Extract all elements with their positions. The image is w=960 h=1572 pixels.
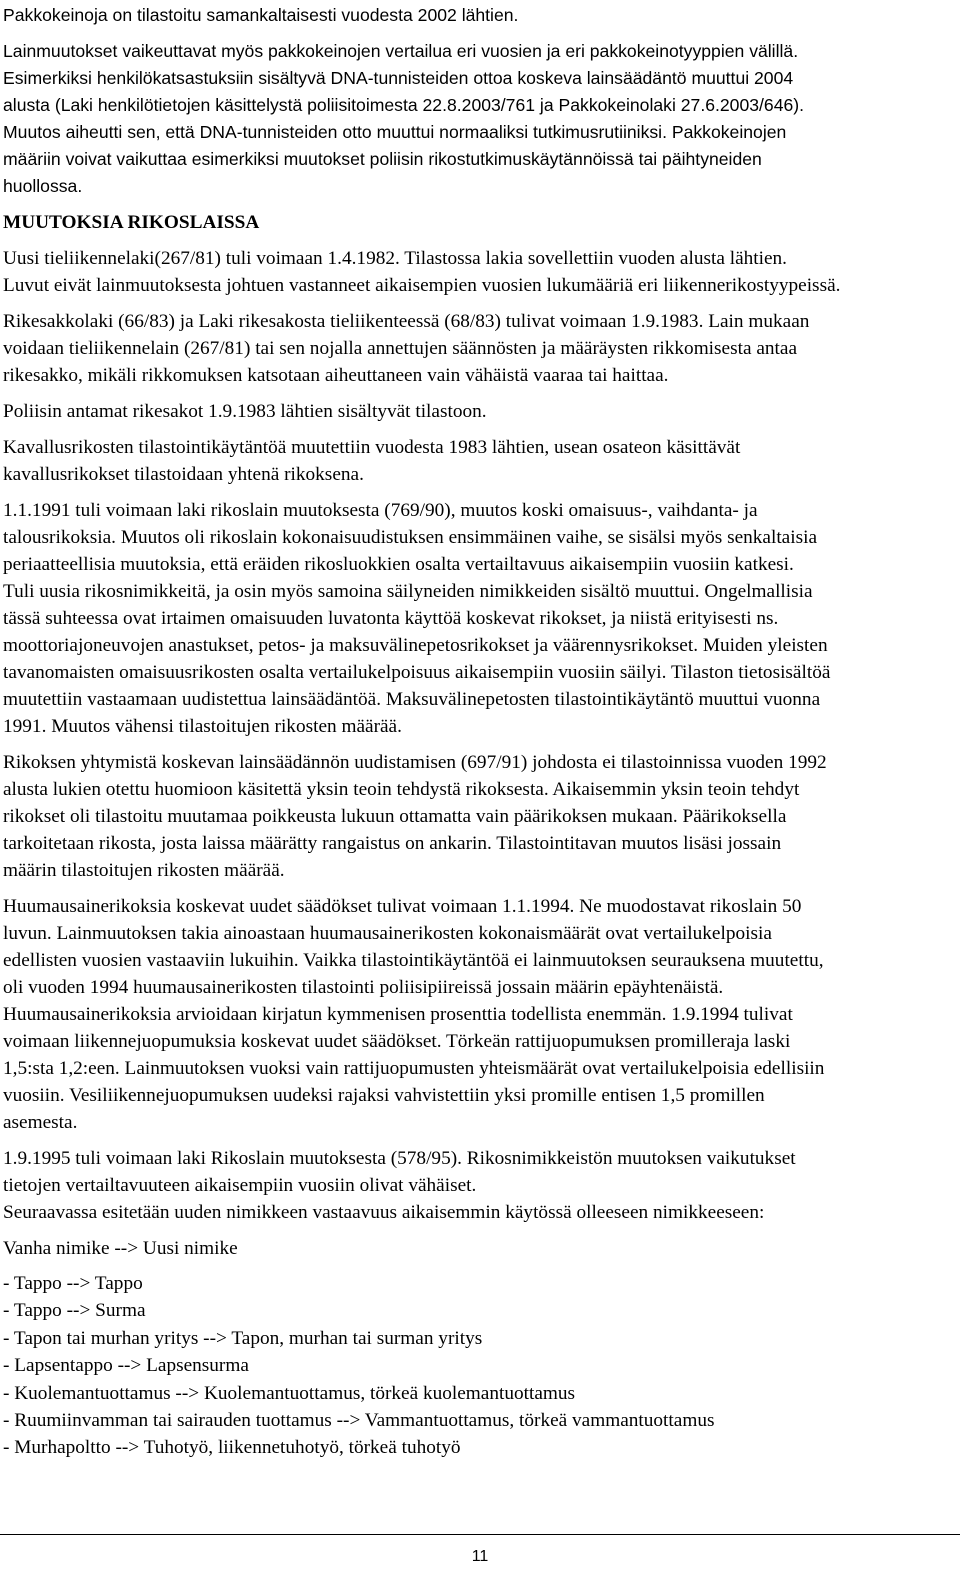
- text-line: voimaan liikennejuopumuksia koskevat uudet säädökset. Törkeän rattijuopumuksen promilleraja laski: [3, 1031, 791, 1052]
- paragraph-huumausainerikokset: [3, 893, 958, 1136]
- text-line: Luvut eivät lainmuutoksesta johtuen vastanneet aikaisempien vuosien lukumääriä eri liikennerikostyypeissä.: [3, 275, 841, 296]
- section-heading: MUUTOKSIA RIKOSLAISSA: [3, 212, 260, 233]
- text-line: luvun. Lainmuutoksen takia ainoastaan huumausainerikosten kokonaismäärät ovat vertailukelpoisia: [3, 923, 772, 944]
- paragraph-rikesakkolaki: [3, 308, 958, 389]
- text-line: rikokset oli tilastoitu muutamaa poikkeusta lukuun ottamatta vain päärikoksen mukaan. Päärikoksella: [3, 806, 787, 827]
- paragraph-tieliikennelaki: [3, 245, 958, 299]
- text-line: asemesta.: [3, 1112, 78, 1133]
- text-line: alusta lukien otettu huomioon käsitettä yksin teoin tehdystä rikoksesta. Aikaisemmin yksin teoin tehdyt: [3, 779, 800, 800]
- paragraph-lainmuutokset: [3, 38, 958, 200]
- text-line: 1991. Muutos vähensi tilastoitujen rikosten määrää.: [3, 716, 402, 737]
- list-item: - Tappo --> Surma: [3, 1300, 146, 1322]
- text-line: tietojen vertailtavuuteen aikaisempiin vuosiin olivat vähäiset.: [3, 1175, 477, 1196]
- text-line: Huumausainerikoksia koskevat uudet säädökset tulivat voimaan 1.1.1994. Ne muodostavat rikoslain 50: [3, 896, 802, 917]
- paragraph-kavallusrikokset: [3, 434, 958, 488]
- text-line: 1.9.1995 tuli voimaan laki Rikoslain muutoksesta (578/95). Rikosnimikkeistön muutoksen vaikutukset: [3, 1148, 796, 1169]
- paragraph-rikoslain-muutos-1991: [3, 497, 958, 740]
- text-line: 1.1.1991 tuli voimaan laki rikoslain muutoksesta (769/90), muutos koski omaisuus-, vaihdanta- ja: [3, 500, 758, 521]
- page-number: 11: [471, 1548, 489, 1565]
- text-line: alusta (Laki henkilötietojen käsittelystä poliisitoimesta 22.8.2003/761 ja Pakkokeinolaki 27.6.2003/646).: [3, 95, 805, 115]
- list-item: - Lapsentappo --> Lapsensurma: [3, 1355, 249, 1377]
- text-line: Rikoksen yhtymistä koskevan lainsäädännön uudistamisen (697/91) johdosta ei tilastoinnissa vuoden 1992: [3, 752, 827, 773]
- paragraph-rikoksen-yhtyminen: [3, 749, 958, 884]
- text-line: Esimerkiksi henkilökatsastuksiin sisältyvä DNA-tunnisteiden ottoa koskeva lainsäädäntö muuttui 2004: [3, 68, 794, 88]
- text-line: Tuli uusia rikosnimikkeitä, ja osin myös samoina säilyneiden nimikkeiden sisältö muuttui. Ongelmallisia: [3, 581, 813, 602]
- text-line: Kavallusrikosten tilastointikäytäntöä muutettiin vuodesta 1983 lähtien, usean osateon käsittävät: [3, 437, 741, 458]
- text-line: määriin voivat vaikuttaa esimerkiksi muutokset poliisin rikostutkimuskäytännöissä tai päihtyneiden: [3, 149, 762, 169]
- text-line: huollossa.: [3, 176, 83, 196]
- footer-divider: [0, 1534, 960, 1535]
- list-item: - Kuolemantuottamus --> Kuolemantuottamus, törkeä kuolemantuottamus: [3, 1382, 576, 1404]
- list-item: - Murhapoltto --> Tuhotyö, liikennetuhotyö, törkeä tuhotyö: [3, 1437, 461, 1459]
- mapping-list: [3, 1270, 958, 1462]
- paragraph-intro: Pakkokeinoja on tilastoitu samankaltaisesti vuodesta 2002 lähtien.: [3, 5, 519, 25]
- text-line: oli vuoden 1994 huumausainerikosten tilastointi poliisipiireissä jossain määrin epäyhtenäistä.: [3, 977, 724, 998]
- text-line: edellisten vuosien vastaaviin lukuihin. Vaikka tilastointikäytäntöä ei lainmuutoksen seurauksena muutettu,: [3, 950, 824, 971]
- text-line: periaatteellisia muutoksia, että eräiden rikosluokkien osalta vertailtavuus aikaisempiin vuosiin katkesi.: [3, 554, 794, 575]
- list-item: - Tappo --> Tappo: [3, 1273, 143, 1294]
- list-item: - Tapon tai murhan yritys --> Tapon, murhan tai surman yritys: [3, 1327, 483, 1349]
- text-line: tässä suhteessa ovat irtaimen omaisuuden luvatonta käyttöä koskevat rikokset, ja niistä erityisesti ns.: [3, 608, 779, 629]
- list-item: - Ruumiinvamman tai sairauden tuottamus --> Vammantuottamus, törkeä vammantuottamus: [3, 1410, 715, 1432]
- text-line: tavanomaisten omaisuusrikosten osalta vertailukelpoisuus aikaisempiin vuosiin säilyi. Tilaston tietosisältöä: [3, 662, 831, 683]
- text-line: vuosiin. Vesiliikennejuopumuksen uudeksi rajaksi vahvistettiin yksi promille entisen 1,5 promillen: [3, 1085, 765, 1106]
- text-line: moottoriajoneuvojen anastukset, petos- ja maksuvälinepetosrikokset ja väärennysrikokset. Muiden yleisten: [3, 635, 828, 656]
- paragraph-rikesakot: Poliisin antamat rikesakot 1.9.1983 lähtien sisältyvät tilastoon.: [3, 401, 487, 422]
- text-line: määrin tilastoitujen rikosten määrää.: [3, 860, 285, 881]
- text-line: muutettiin vastaamaan uudistettua lainsäädäntöä. Maksuvälinepetosten tilastointikäytäntö muuttui vuonna: [3, 689, 821, 710]
- text-line: Lainmuutokset vaikeuttavat myös pakkokeinojen vertailua eri vuosien ja eri pakkokeinotyyppien välillä.: [3, 41, 799, 61]
- text-line: kavallusrikokset tilastoidaan yhtenä rikoksena.: [3, 464, 364, 485]
- text-line: 1,5:sta 1,2:een. Lainmuutoksen vuoksi vain rattijuopumusten yhteismäärät ovat vertailukelpoisia edellisiin: [3, 1058, 825, 1079]
- text-line: Uusi tieliikennelaki(267/81) tuli voimaan 1.4.1982. Tilastossa lakia sovellettiin vuoden alusta lähtien.: [3, 248, 787, 269]
- text-line: Huumausainerikoksia arvioidaan kirjatun kymmenisen prosenttia todellista enemmän. 1.9.1994 tulivat: [3, 1004, 793, 1025]
- text-line: tarkoitetaan rikosta, josta laissa määrätty rangaistus on ankarin. Tilastointitavan muutos lisäsi jossain: [3, 833, 782, 854]
- text-line: Rikesakkolaki (66/83) ja Laki rikesakosta tieliikenteessä (68/83) tulivat voimaan 1.9.1983. Lain mukaan: [3, 311, 810, 332]
- text-line: Muutos aiheutti sen, että DNA-tunnisteiden otto muuttui normaaliksi tutkimusrutiiniksi. Pakkokeinojen: [3, 122, 787, 142]
- mapping-header: Vanha nimike --> Uusi nimike: [3, 1238, 238, 1259]
- text-line: rikesakko, mikäli rikkomuksen katsotaan aiheuttaneen vain vähäistä vaaraa tai haittaa.: [3, 365, 669, 386]
- document-page: [3, 0, 958, 1462]
- text-line: voidaan tieliikennelain (267/81) tai sen nojalla annettujen säännösten ja määräysten rikkomisesta antaa: [3, 338, 798, 359]
- text-line: Seuraavassa esitetään uuden nimikkeen vastaavuus aikaisemmin käytössä olleeseen nimikkeeseen:: [3, 1202, 765, 1223]
- text-line: talousrikoksia. Muutos oli rikoslain kokonaisuudistuksen ensimmäinen vaihe, se sisälsi myös senkaltaisia: [3, 527, 818, 548]
- paragraph-rikoslain-muutos-1995: [3, 1145, 958, 1226]
